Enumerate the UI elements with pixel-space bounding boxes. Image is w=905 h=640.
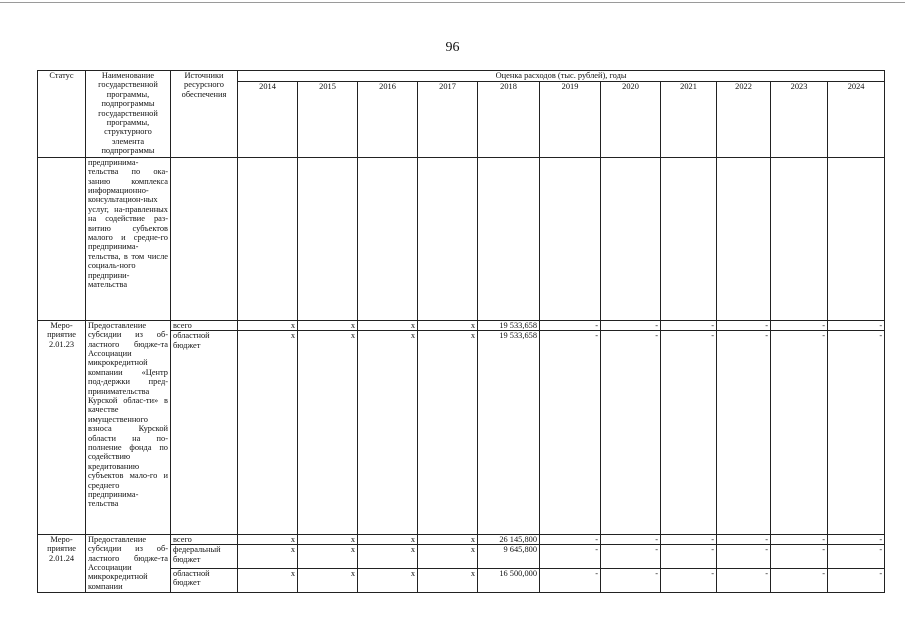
value-cell: x <box>358 534 418 545</box>
value-cell: - <box>771 331 828 535</box>
value-cell: - <box>540 545 601 568</box>
value-cell: x <box>418 568 478 592</box>
source-cell: областной бюджет <box>171 331 238 535</box>
value-cell: 26 145,800 <box>478 534 540 545</box>
value-cell: - <box>540 534 601 545</box>
value-cell: x <box>298 568 358 592</box>
header-sources: Источники ресурсного обеспечения <box>171 71 238 158</box>
value-cell: - <box>661 545 717 568</box>
value-cell: x <box>238 320 298 331</box>
value-cell: x <box>358 331 418 535</box>
measure-status: Меро-приятие 2.01.24 <box>38 534 86 592</box>
value-cell: 19 533,658 <box>478 331 540 535</box>
source-cell: всего <box>171 534 238 545</box>
measure-name: Предоставление субсидии из об-ластного бюдже-та Ассоциации микрокредитной компании <box>86 534 171 592</box>
year-cell: 2024 <box>828 82 885 158</box>
source-cell: всего <box>171 320 238 331</box>
scan-top-border <box>0 2 905 3</box>
value-cell: - <box>540 320 601 331</box>
year-cell: 2015 <box>298 82 358 158</box>
value-cell: x <box>298 545 358 568</box>
value-cell: - <box>661 534 717 545</box>
value-cell: - <box>717 534 771 545</box>
value-cell: - <box>771 320 828 331</box>
year-cell: 2017 <box>418 82 478 158</box>
value-cell: - <box>771 545 828 568</box>
value-cell: - <box>717 320 771 331</box>
table-row <box>38 534 885 545</box>
value-cell: x <box>298 534 358 545</box>
expenses-table <box>37 70 885 593</box>
value-cell: - <box>771 568 828 592</box>
value-cell: - <box>601 568 661 592</box>
value-cell: - <box>661 331 717 535</box>
value-cell: - <box>828 568 885 592</box>
page-number: 96 <box>445 40 460 55</box>
value-cell: - <box>828 320 885 331</box>
value-cell: - <box>828 331 885 535</box>
value-cell: - <box>540 331 601 535</box>
value-cell: - <box>661 320 717 331</box>
header-status: Статус <box>38 71 86 158</box>
value-cell: - <box>717 331 771 535</box>
value-cell: x <box>238 545 298 568</box>
year-cell: 2021 <box>661 82 717 158</box>
value-cell: 9 645,800 <box>478 545 540 568</box>
continuation-text: предпринима-тельства по ока-занию комплекса информационно-консультацион-ных услуг, на-правленных на содействие раз-витию субъектов малого и средне-го предпринима-тельства, в том числе социаль-ного предприни-мательства <box>86 157 171 320</box>
value-cell: - <box>601 320 661 331</box>
value-cell: - <box>828 545 885 568</box>
year-cell: 2016 <box>358 82 418 158</box>
year-cell: 2020 <box>601 82 661 158</box>
value-cell: x <box>298 320 358 331</box>
source-cell: областной бюджет <box>171 568 238 592</box>
value-cell: - <box>717 568 771 592</box>
source-cell: федеральный бюджет <box>171 545 238 568</box>
value-cell: - <box>771 534 828 545</box>
value-cell: - <box>601 331 661 535</box>
value-cell: x <box>358 568 418 592</box>
table-row <box>38 320 885 331</box>
value-cell: x <box>298 331 358 535</box>
value-cell: 19 533,658 <box>478 320 540 331</box>
header-estimate: Оценка расходов (тыс. рублей), годы <box>238 71 885 82</box>
value-cell: x <box>418 545 478 568</box>
header-row <box>38 71 885 82</box>
value-cell: - <box>601 545 661 568</box>
value-cell: - <box>828 534 885 545</box>
value-cell: 16 500,000 <box>478 568 540 592</box>
value-cell: x <box>418 320 478 331</box>
value-cell: - <box>540 568 601 592</box>
year-cell: 2022 <box>717 82 771 158</box>
measure-status: Меро-приятие 2.01.23 <box>38 320 86 534</box>
continuation-row <box>38 157 885 320</box>
value-cell: x <box>238 568 298 592</box>
value-cell: x <box>238 331 298 535</box>
value-cell: x <box>418 534 478 545</box>
value-cell: x <box>358 320 418 331</box>
value-cell: x <box>238 534 298 545</box>
value-cell: - <box>661 568 717 592</box>
value-cell: - <box>717 545 771 568</box>
year-cell: 2018 <box>478 82 540 158</box>
value-cell: x <box>418 331 478 535</box>
header-name: Наименование государственной программы, подпрограммы государственной программы, структурного элемента подпрограммы <box>86 71 171 158</box>
year-cell: 2019 <box>540 82 601 158</box>
measure-name: Предоставление субсидии из об-ластного бюдже-та Ассоциации микрокредитной компании «Центр под-держки пред-принимательства Курской облас-ти» в качестве имущественного взноса Курской области на по-полнение фонда по содействию кредитованию субъектов мало-го и среднего предпринима-тельства <box>86 320 171 534</box>
value-cell: - <box>601 534 661 545</box>
value-cell: x <box>358 545 418 568</box>
year-cell: 2014 <box>238 82 298 158</box>
year-cell: 2023 <box>771 82 828 158</box>
